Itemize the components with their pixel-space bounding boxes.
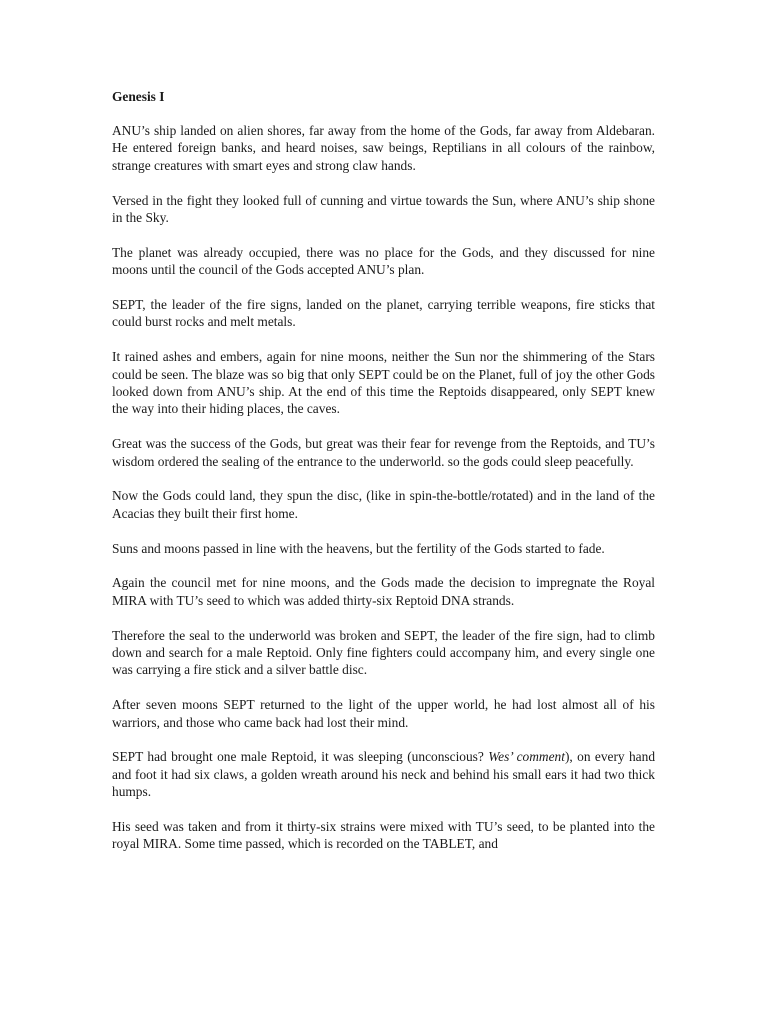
paragraph-7: Now the Gods could land, they spun the disc, (like in spin-the-bottle/rotated) and in the land of the Acacias they built their first home. bbox=[112, 488, 655, 521]
paragraph-11: After seven moons SEPT returned to the light of the upper world, he had lost almost all of his warriors, and those who came back had lost their mind. bbox=[112, 697, 655, 730]
page-title: Genesis I bbox=[112, 89, 165, 104]
paragraph-12-text-before: SEPT had brought one male Reptoid, it was sleeping (unconscious? bbox=[112, 749, 489, 765]
paragraph-12-text-after: ), on every hand and foot it had six claws, a golden wreath around his neck and behind his small ears it had two thick humps. bbox=[112, 749, 656, 800]
paragraph-1: ANU’s ship landed on alien shores, far away from the home of the Gods, far away from Aldebaran. He entered foreign banks, and heard noises, saw beings, Reptilians in all colours of the rainbow, strange creatures with smart eyes and strong claw hands. bbox=[112, 122, 655, 173]
paragraph-6: Great was the success of the Gods, but great was their fear for revenge from the Reptoids, and TU’s wisdom ordered the sealing of the entrance to the underworld. so the gods could sleep peacefully. bbox=[112, 436, 655, 469]
paragraph-12 bbox=[112, 748, 655, 800]
paragraph-3: The planet was already occupied, there was no place for the Gods, and they discussed for nine moons until the council of the Gods accepted ANU’s plan. bbox=[112, 244, 655, 278]
paragraph-13: His seed was taken and from it thirty-six strains were mixed with TU’s seed, to be planted into the royal MIRA. Some time passed, which is recorded on the TABLET, and bbox=[112, 818, 655, 852]
paragraph-4: SEPT, the leader of the fire signs, landed on the planet, carrying terrible weapons, fire sticks that could burst rocks and melt metals. bbox=[112, 296, 655, 330]
document-page bbox=[112, 88, 655, 853]
paragraph-5: It rained ashes and embers, again for nine moons, neither the Sun nor the shimmering of the Stars could be seen. The blaze was so big that only SEPT could be on the Planet, full of joy the other Gods looked down from ANU’s ship. At the end of this time the Reptoids disappeared, only SEPT knew the way into their hiding places, the caves. bbox=[112, 349, 655, 417]
paragraph-8: Suns and moons passed in line with the heavens, but the fertility of the Gods started to fade. bbox=[112, 540, 605, 556]
paragraph-9: Again the council met for nine moons, and the Gods made the decision to impregnate the Royal MIRA with TU’s seed to which was added thirty-six Reptoid DNA strands. bbox=[112, 575, 655, 608]
editor-comment: Wes’ comment bbox=[488, 749, 565, 765]
paragraph-2: Versed in the fight they looked full of cunning and virtue towards the Sun, where ANU’s ship shone in the Sky. bbox=[112, 192, 655, 225]
paragraph-10: Therefore the seal to the underworld was broken and SEPT, the leader of the fire sign, had to climb down and search for a male Reptoid. Only fine fighters could accompany him, and every single one was carrying a fire stick and a silver battle disc. bbox=[112, 627, 655, 678]
